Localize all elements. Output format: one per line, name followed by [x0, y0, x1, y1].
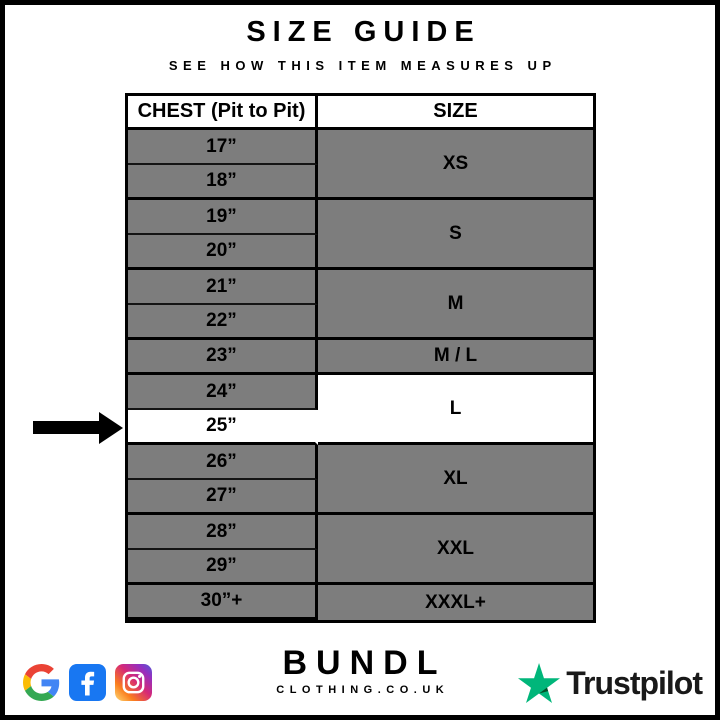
chest-cell: 21”: [128, 270, 318, 305]
arrow-head: [99, 412, 123, 444]
chest-cell: 30”+: [128, 585, 318, 620]
trustpilot-logo: [518, 663, 702, 703]
brand-tagline: CLOTHING.CO.UK: [276, 684, 450, 696]
chest-cell: 17”: [128, 130, 318, 165]
header: [5, 5, 715, 73]
chest-cell: 26”: [128, 445, 318, 480]
brand-name: BUNDL: [282, 644, 447, 682]
size-cell: M: [318, 270, 593, 340]
size-cell: XS: [318, 130, 593, 200]
column-header-size: SIZE: [318, 96, 593, 130]
arrow-shaft: [33, 421, 99, 434]
size-cell: XL: [318, 445, 593, 515]
chest-cell: 25”: [128, 410, 318, 445]
chest-cell: 18”: [128, 165, 318, 200]
chest-cell: 24”: [128, 375, 318, 410]
chest-cell: 29”: [128, 550, 318, 585]
chest-cell: 27”: [128, 480, 318, 515]
highlight-arrow-icon: [33, 410, 125, 445]
size-cell: XXL: [318, 515, 593, 585]
chest-cell: 28”: [128, 515, 318, 550]
page-title: SIZE GUIDE: [246, 16, 481, 48]
size-cell: S: [318, 200, 593, 270]
size-table: [125, 93, 596, 623]
size-cell: XXXL+: [318, 585, 593, 620]
chest-cell: 19”: [128, 200, 318, 235]
chest-cell: 22”: [128, 305, 318, 340]
column-header-chest: CHEST (Pit to Pit): [128, 96, 318, 130]
trustpilot-star-icon: [518, 663, 560, 703]
size-cell: L: [318, 375, 593, 445]
chest-cell: 20”: [128, 235, 318, 270]
chest-cell: 23”: [128, 340, 318, 375]
size-cell: M / L: [318, 340, 593, 375]
trustpilot-label: Trustpilot: [566, 664, 702, 701]
page-subtitle: SEE HOW THIS ITEM MEASURES UP: [168, 58, 557, 73]
